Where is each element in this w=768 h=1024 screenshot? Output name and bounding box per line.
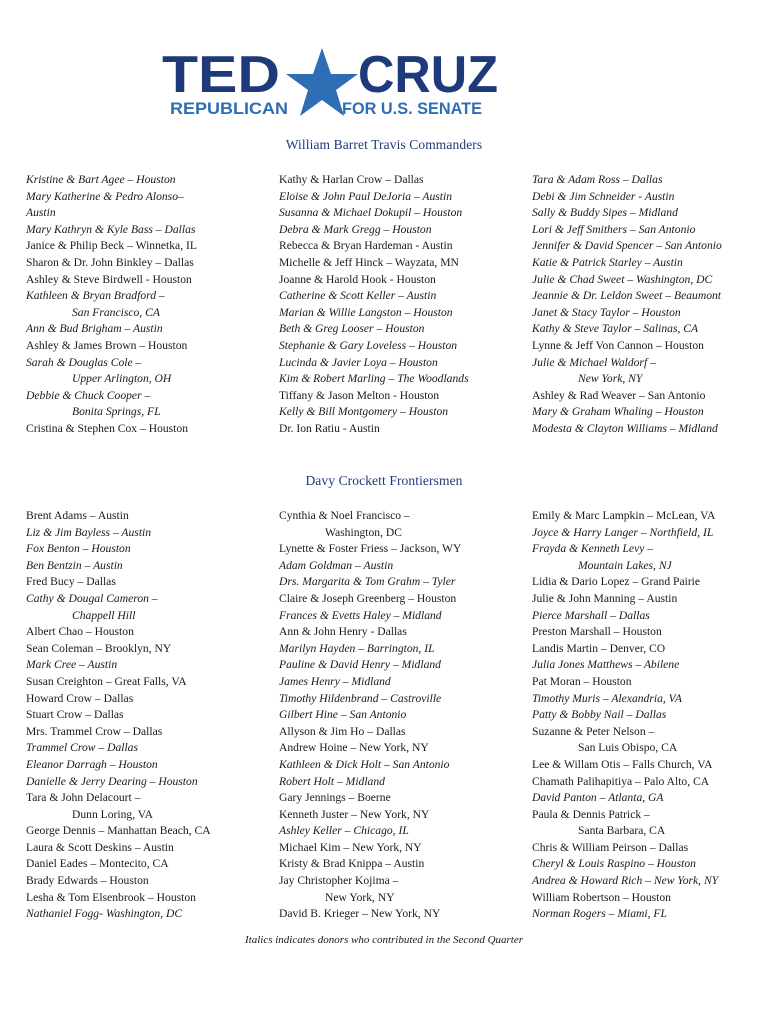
donor-entry: Pierce Marshall – Dallas bbox=[532, 608, 650, 622]
donor-entry: Michael Kim – New York, NY bbox=[279, 840, 422, 854]
donor-entry: Kelly & Bill Montgomery – Houston bbox=[279, 405, 449, 419]
donor-entry: Robert Holt – Midland bbox=[279, 774, 385, 788]
donor-entry: Dr. Ion Ratiu - Austin bbox=[279, 421, 380, 435]
donor-entry: Kathy & Steve Taylor – Salinas, CA bbox=[532, 322, 699, 336]
donor-entry: Drs. Margarita & Tom Grahm – Tyler bbox=[279, 575, 456, 589]
donor-entry: Danielle & Jerry Dearing – Houston bbox=[26, 774, 198, 788]
donor-entry: Debi & Jim Schneider - Austin bbox=[532, 189, 675, 203]
donor-entry: William Robertson – Houston bbox=[532, 890, 671, 904]
donor-entry: Cynthia & Noel Francisco – bbox=[279, 509, 410, 522]
logo-name-left: TED bbox=[162, 46, 280, 104]
donor-entry: Beth & Greg Looser – Houston bbox=[279, 322, 425, 336]
donor-entry: Cathy & Dougal Cameron – bbox=[26, 591, 158, 605]
donor-entry: Joyce & Harry Langer – Northfield, IL bbox=[532, 525, 714, 539]
footnote: Italics indicates donors who contributed in the Second Quarter bbox=[244, 934, 524, 946]
donor-entry: Ann & Bud Brigham – Austin bbox=[26, 322, 163, 336]
donor-entry: Kathleen & Bryan Bradford – bbox=[26, 289, 165, 303]
donor-entry: George Dennis – Manhattan Beach, CA bbox=[26, 824, 211, 838]
donor-entry: Tara & John Delacourt – bbox=[26, 791, 141, 805]
donor-entry-continuation: Santa Barbara, CA bbox=[578, 824, 666, 838]
donor-entry: Pat Moran – Houston bbox=[532, 674, 632, 688]
donor-entry: Fred Bucy – Dallas bbox=[26, 575, 116, 589]
donor-entry-continuation: San Francisco, CA bbox=[72, 305, 160, 319]
donor-column bbox=[279, 172, 469, 438]
donor-entry: Kristine & Bart Agee – Houston bbox=[26, 173, 176, 186]
donor-entry: Susanna & Michael Dokupil – Houston bbox=[279, 206, 463, 220]
donor-entry: Andrea & Howard Rich – New York, NY bbox=[532, 874, 719, 888]
donor-entry: Kathy & Harlan Crow – Dallas bbox=[279, 173, 424, 186]
donor-entry-continuation: Dunn Loring, VA bbox=[72, 807, 154, 821]
logo-tagline-right: FOR U.S. SENATE bbox=[342, 99, 482, 118]
donor-column bbox=[26, 508, 211, 923]
donor-entry: Janice & Philip Beck – Winnetka, IL bbox=[26, 239, 197, 253]
donor-entry-continuation: Bonita Springs, FL bbox=[72, 405, 161, 419]
donor-entry: Ann & John Henry - Dallas bbox=[279, 625, 407, 639]
donor-entry: Sarah & Douglas Cole – bbox=[26, 355, 142, 369]
donor-entry: Austin bbox=[26, 206, 56, 220]
donor-entry: Joanne & Harold Hook - Houston bbox=[279, 272, 436, 286]
section-title-travis-commanders: William Barret Travis Commanders bbox=[285, 137, 483, 152]
donor-entry-continuation: New York, NY bbox=[325, 890, 395, 904]
donor-column bbox=[532, 508, 718, 923]
section-title-crockett-frontiersmen: Davy Crockett Frontiersmen bbox=[305, 473, 463, 488]
donor-entry: Cheryl & Louis Raspino – Houston bbox=[532, 857, 696, 871]
donor-entry: Albert Chao – Houston bbox=[26, 625, 134, 639]
donor-entry: Sean Coleman – Brooklyn, NY bbox=[26, 641, 172, 655]
donor-entry: Claire & Joseph Greenberg – Houston bbox=[279, 591, 457, 605]
donor-entry: Susan Creighton – Great Falls, VA bbox=[26, 674, 187, 688]
donor-entry: Kim & Robert Marling – The Woodlands bbox=[279, 372, 469, 386]
donor-entry: Patty & Bobby Nail – Dallas bbox=[532, 708, 667, 722]
donor-entry: David B. Krieger – New York, NY bbox=[279, 907, 441, 921]
donor-entry: Suzanne & Peter Nelson – bbox=[532, 724, 655, 738]
donor-entry: Lori & Jeff Smithers – San Antonio bbox=[532, 222, 696, 236]
donor-entry: Gilbert Hine – San Antonio bbox=[279, 708, 407, 722]
donor-entry: Howard Crow – Dallas bbox=[26, 691, 134, 705]
donor-entry: David Panton – Atlanta, GA bbox=[532, 791, 664, 805]
donor-entry: Kathleen & Dick Holt – San Antonio bbox=[279, 757, 450, 771]
donor-entry-continuation: San Luis Obispo, CA bbox=[578, 741, 678, 755]
donor-column bbox=[279, 508, 461, 923]
donor-entry-continuation: New York, NY bbox=[578, 372, 643, 386]
donor-entry: Lesha & Tom Elsenbrook – Houston bbox=[26, 890, 196, 904]
donor-entry: Catherine & Scott Keller – Austin bbox=[279, 289, 437, 303]
donor-entry: Katie & Patrick Starley – Austin bbox=[532, 255, 683, 269]
donor-entry: Mrs. Trammel Crow – Dallas bbox=[26, 724, 163, 738]
donor-entry: Timothy Muris – Alexandria, VA bbox=[532, 691, 682, 705]
donor-entry: Tiffany & Jason Melton - Houston bbox=[279, 388, 440, 402]
donor-entry: Debbie & Chuck Cooper – bbox=[26, 388, 151, 402]
donor-entry: Norman Rogers – Miami, FL bbox=[532, 907, 667, 921]
donor-entry: Michelle & Jeff Hinck – Wayzata, MN bbox=[279, 255, 459, 269]
donor-entry: Emily & Marc Lampkin – McLean, VA bbox=[532, 509, 716, 522]
donor-entry: Ashley & Rad Weaver – San Antonio bbox=[532, 388, 706, 402]
donor-entry: Andrew Hoine – New York, NY bbox=[279, 741, 429, 755]
donor-entry: Rebecca & Bryan Hardeman - Austin bbox=[279, 239, 453, 253]
donor-entry: Frances & Evetts Haley – Midland bbox=[279, 608, 442, 622]
donor-entry-continuation: Washington, DC bbox=[325, 525, 403, 539]
donor-entry: Ashley Keller – Chicago, IL bbox=[279, 824, 409, 838]
donor-entry: Marian & Willie Langston – Houston bbox=[279, 305, 453, 319]
donor-entry: Jay Christopher Kojima – bbox=[279, 874, 399, 888]
donor-entry: Lucinda & Javier Loya – Houston bbox=[279, 355, 438, 369]
donor-entry: Modesta & Clayton Williams – Midland bbox=[532, 421, 718, 435]
donor-entry: Lynette & Foster Friess – Jackson, WY bbox=[279, 542, 462, 556]
donor-entry: Julie & Chad Sweet – Washington, DC bbox=[532, 272, 713, 286]
donor-entry: Daniel Eades – Montecito, CA bbox=[26, 857, 169, 871]
donor-entry-continuation: Upper Arlington, OH bbox=[72, 372, 172, 386]
donor-entry: Jeannie & Dr. Leldon Sweet – Beaumont bbox=[532, 289, 722, 303]
donor-entry: Paula & Dennis Patrick – bbox=[532, 807, 650, 821]
donor-entry: Eloise & John Paul DeJoria – Austin bbox=[279, 189, 453, 203]
donor-entry: Ben Bentzin – Austin bbox=[26, 558, 123, 572]
donor-entry: Debra & Mark Gregg – Houston bbox=[279, 222, 432, 236]
donor-entry: Kenneth Juster – New York, NY bbox=[279, 807, 430, 821]
donor-entry: Julie & Michael Waldorf – bbox=[532, 355, 656, 369]
donor-entry: Lee & Willam Otis – Falls Church, VA bbox=[532, 757, 713, 771]
donor-entry: Mary & Graham Whaling – Houston bbox=[532, 405, 704, 419]
donor-entry: Brady Edwards – Houston bbox=[26, 874, 149, 888]
donor-entry: Chamath Palihapitiya – Palo Alto, CA bbox=[532, 774, 710, 788]
donor-entry: Landis Martin – Denver, CO bbox=[532, 641, 666, 655]
donor-entry: Ashley & Steve Birdwell - Houston bbox=[26, 272, 192, 286]
donor-column bbox=[26, 172, 197, 438]
donor-entry: Tara & Adam Ross – Dallas bbox=[532, 173, 663, 186]
donor-entry: Trammel Crow – Dallas bbox=[26, 741, 138, 755]
logo-name-right: CRUZ bbox=[358, 46, 498, 104]
donor-entry: Julie & John Manning – Austin bbox=[532, 591, 678, 605]
donor-entry: Laura & Scott Deskins – Austin bbox=[26, 840, 174, 854]
donor-entry: Julia Jones Matthews – Abilene bbox=[532, 658, 680, 672]
donor-entry: Kristy & Brad Knippa – Austin bbox=[279, 857, 425, 871]
donor-entry: Frayda & Kenneth Levy – bbox=[532, 542, 654, 556]
donor-entry: Marilyn Hayden – Barrington, IL bbox=[279, 641, 435, 655]
donor-entry: Eleanor Darragh – Houston bbox=[26, 757, 158, 771]
donor-entry: James Henry – Midland bbox=[279, 674, 391, 688]
donor-entry: Mary Katherine & Pedro Alonso– bbox=[26, 189, 184, 203]
donor-entry: Janet & Stacy Taylor – Houston bbox=[532, 305, 681, 319]
donor-entry: Gary Jennings – Boerne bbox=[279, 791, 391, 805]
donor-entry: Preston Marshall – Houston bbox=[532, 625, 662, 639]
donor-entry: Mark Cree – Austin bbox=[26, 658, 118, 672]
donor-column bbox=[532, 172, 722, 438]
donor-entry: Ashley & James Brown – Houston bbox=[26, 338, 188, 352]
donor-entry: Stephanie & Gary Loveless – Houston bbox=[279, 338, 458, 352]
donor-entry: Adam Goldman – Austin bbox=[279, 558, 394, 572]
donor-entry-continuation: Mountain Lakes, NJ bbox=[578, 558, 672, 572]
donor-entry: Allyson & Jim Ho – Dallas bbox=[279, 724, 406, 738]
donor-entry: Lidia & Dario Lopez – Grand Pairie bbox=[532, 575, 701, 589]
donor-entry: Lynne & Jeff Von Cannon – Houston bbox=[532, 338, 704, 352]
donor-entry: Nathaniel Fogg- Washington, DC bbox=[26, 907, 183, 921]
donor-entry: Brent Adams – Austin bbox=[26, 509, 129, 522]
donor-entry: Sally & Buddy Sipes – Midland bbox=[532, 206, 678, 220]
donor-entry: Mary Kathryn & Kyle Bass – Dallas bbox=[26, 222, 196, 236]
donor-entry: Chris & William Peirson – Dallas bbox=[532, 840, 689, 854]
donor-entry: Liz & Jim Bayless – Austin bbox=[26, 525, 152, 539]
donor-entry: Cristina & Stephen Cox – Houston bbox=[26, 421, 188, 435]
donor-entry: Timothy Hildenbrand – Castroville bbox=[279, 691, 442, 705]
donor-entry: Stuart Crow – Dallas bbox=[26, 708, 124, 722]
logo-tagline-left: REPUBLICAN bbox=[170, 99, 288, 118]
donor-entry: Jennifer & David Spencer – San Antonio bbox=[532, 239, 722, 253]
donor-entry: Sharon & Dr. John Binkley – Dallas bbox=[26, 255, 194, 269]
campaign-logo bbox=[162, 44, 502, 122]
donor-entry-continuation: Chappell Hill bbox=[72, 608, 136, 622]
donor-entry: Pauline & David Henry – Midland bbox=[279, 658, 441, 672]
donor-entry: Fox Benton – Houston bbox=[26, 542, 131, 556]
